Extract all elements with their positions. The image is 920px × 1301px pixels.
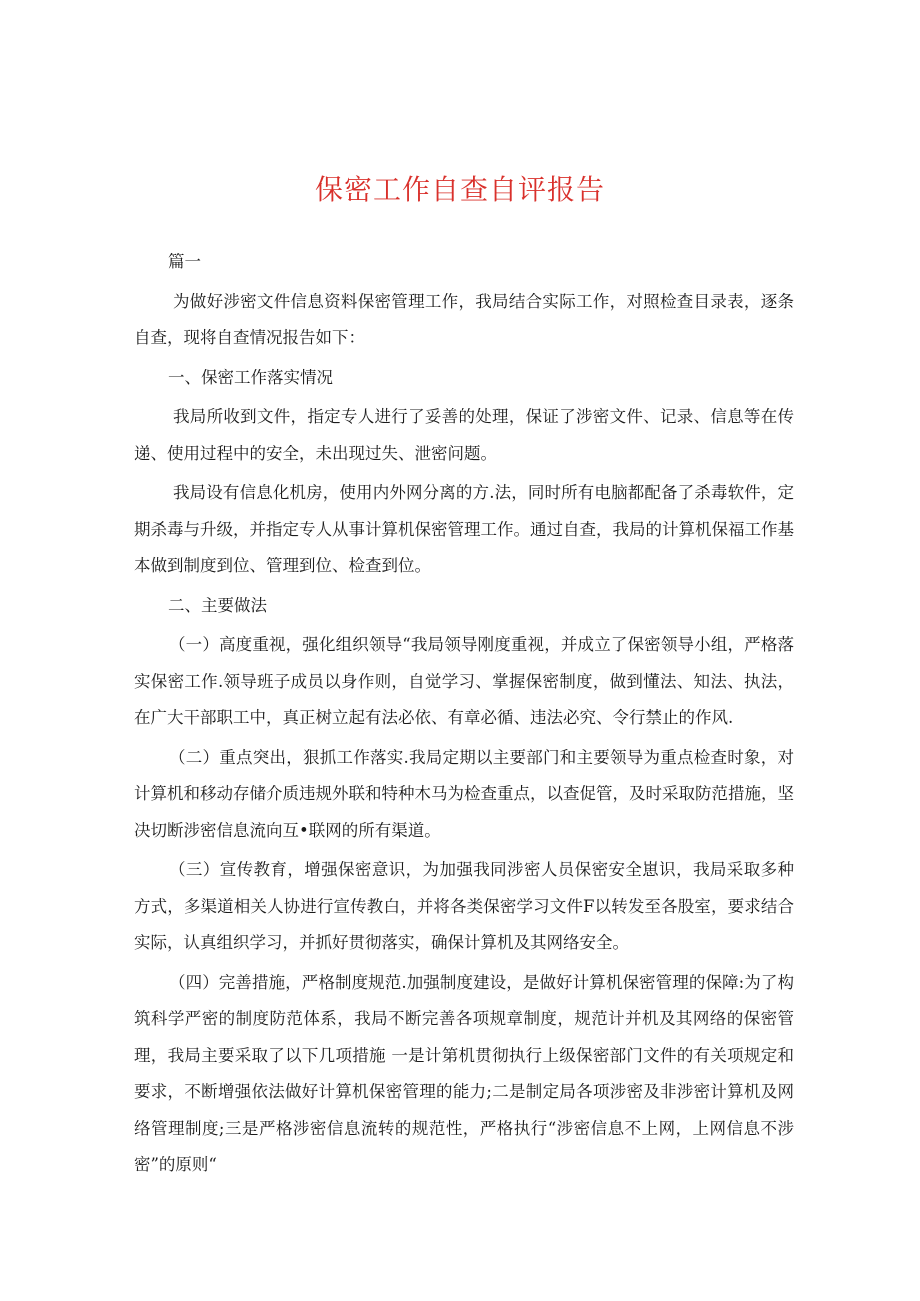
section-label: 篇一 <box>168 252 201 271</box>
document-title: 保密工作自查自评报告 <box>314 173 605 206</box>
paragraph-computer-room: 我局设有信息化机房，使用内外网分离的方.法，同时所有电脑都配备了杀毒软件，定期杀毒与升级，并指定专人从事计算机保密管理工作。通过自查，我局的计算机保福工作基本做到制度到位、管理到位、检查到位。 <box>134 483 794 575</box>
document-body <box>134 244 794 1184</box>
measure-3: （三）宣传教育，增强保密意识，为加强我同涉密人员保密安全崽识，我局采取多种方式，多渠道相关人协进行宣传教白，并将各类保密学习文件F以转发至各股室，要求结合实际，认真组织学习，并抓好贯彻落实，确保计算机及其网络安全。 <box>134 860 794 952</box>
measure-4: （四）完善措施，严格制度规范.加强制度建设，是做好计算机保密管理的保障:为了构筑科学严密的制度防范体系，我局不断完善各项规章制度，规范计并机及其网络的保密管理，我局主要采取了以下几项措施 一是计第机贯彻执行上级保密部门文件的有关项规定和要求，不断增强依法做好计算机保密管理的能力;二是制定局各项涉密及非涉密计算机及网络管理制度;三是严格涉密信息流转的规范性，严格执行“涉密信息不上网，上网信息不涉密”的原则“ <box>134 972 794 1174</box>
measure-2: （二）重点突出，狠抓工作落实.我局定期以主要部门和主要领导为重点检查时象，对计算机和移动存储介质违规外联和特种木马为检查重点，以查促管，及时采取防范措施，坚决切断涉密信息流向互•联网的所有渠道。 <box>134 747 794 840</box>
section-heading-1: 一、保密工作落实情况 <box>168 367 333 387</box>
intro-paragraph: 为做好涉密文件信息资料保密管理工作，我局结合实际工作，对照检查目录表，逐条自查，现将自查情况报告如下： <box>134 291 794 347</box>
paragraph-files: 我局所收到文件，指定专人进行了妥善的处理，保证了涉密文件、记录、信息等在传递、使用过程中的安全，未出现过失、泄密问题。 <box>134 407 794 463</box>
measure-1: （一）高度重视，强化组织领导“我局领导刚度重视，并成立了保密领导小组，严格落实保密工作.领导班子成员以身作则，自觉学习、掌握保密制度，做到懂法、知法、执法，在广大干部职工中，真正树立起有法必依、有章必循、违法必究、令行禁止的作风. <box>134 635 794 727</box>
section-heading-2: 二、主要做法 <box>168 595 267 615</box>
